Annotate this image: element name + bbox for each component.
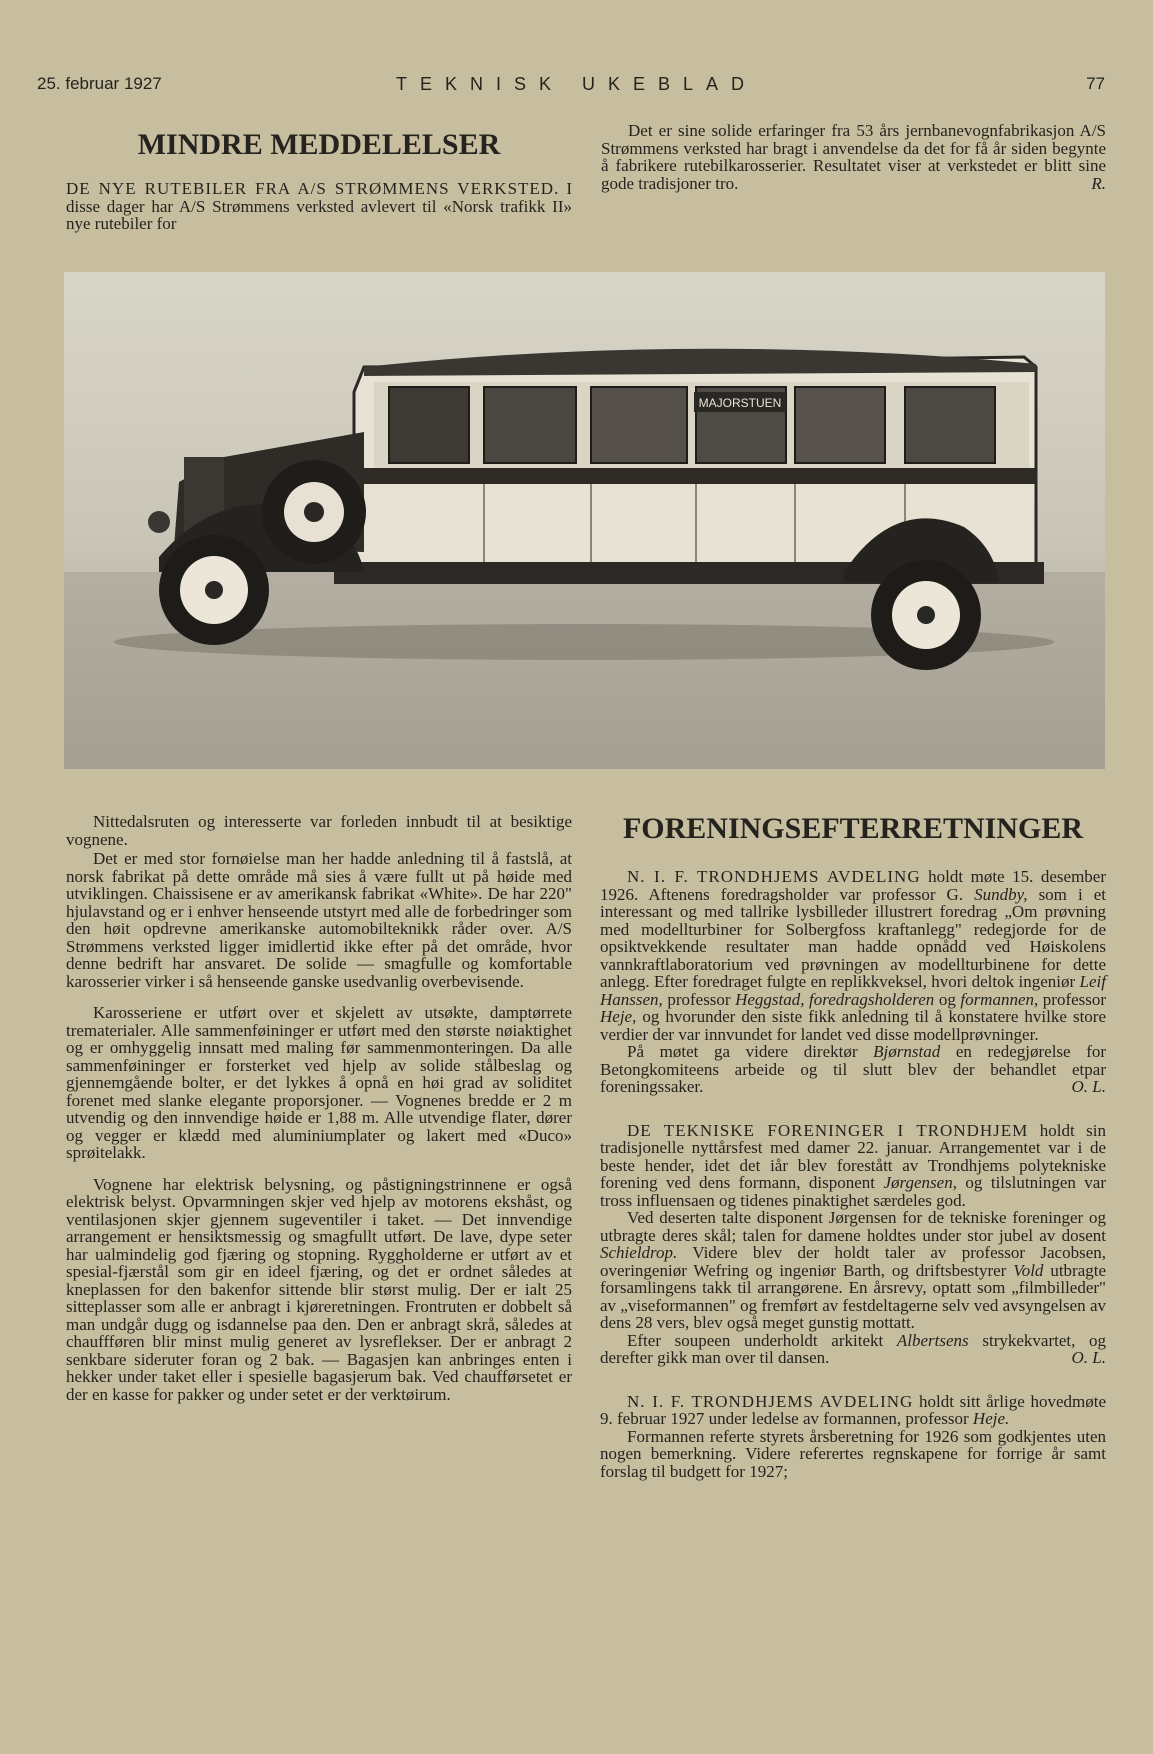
notice-1-text-f: og hvorunder den siste fikk anledning til å konstatere hvilke store verdier der var innvundet for landet ved disse modellprøvninger. <box>600 1007 1106 1044</box>
notice-1-text-e: professor <box>1042 989 1107 1009</box>
paragraph-2: Det er med stor fornøielse man her hadde anledning til å fastslå, at norsk fabrikat på dette område må sies å være fullt ut på høide med utviklingen. Chaissisene er av amerikansk fabrikat «White». De har 220" hjulavstand og er i enhver henseende utstyrt med alle de forbedringer som den høit opdrevne amerikanske automobilteknikk råder over. A/S Strømmens verksted ligger imidlertid ikke efter på det område, hvor denne bedrift har ansvaret. De solide — smagfulle og komfortable karosserier virker i så henseende ganske usedvanlig overbevisende. <box>66 849 572 991</box>
article-intro-text: I disse dager har A/S Strømmens verksted avlevert til «Norsk trafikk II» nye rutebiler for <box>66 179 573 233</box>
notice-1-name-heggstad: Heggstad, foredragsholderen <box>735 989 935 1009</box>
right-top-paragraph <box>601 122 1106 192</box>
right-bottom-column <box>600 812 1106 1480</box>
notice-1-p2-text-b: en redegjørelse for Betongkomiteens arbeide og til slutt blev der behandlet etpar foreningssaker. <box>600 1042 1107 1096</box>
notice-1-name-sundby: Sundby, <box>974 884 1028 904</box>
notice-2-p2-text-c: utbragte forsamlingens takk til arrangørene. En årsrevy, optatt som „filmbilleder" av „viseformannen" og fremført av festdeltagerne selv ved avsyngelsen av dens 28 vers, blev også meget gunstig mottatt. <box>600 1260 1107 1332</box>
notice-1-text-c: professor <box>667 989 731 1009</box>
notice-1-name-hanssen: Leif Hanssen, <box>600 972 1106 1009</box>
notice-2-name-vold: Vold <box>1013 1260 1044 1280</box>
notice-1-paragraph-1 <box>600 868 1106 1043</box>
article-intro <box>66 180 572 233</box>
notice-2-p3-text-a: Efter soupeen underholdt arkitekt <box>627 1330 884 1350</box>
paragraph-4: Vognene har elektrisk belysning, og påstigningstrinnene er også elektrisk belyst. Opvarmningen skjer ved hjelp av motorens ekshåst, og ventilasjonen skjer gjennem sugeventiler i taket. — Det innvendige arrangement er hensiktsmessig og smagfullt utført. De lave, dype seter har ualmindelig god fjæring og stopning. Ryggholderne er utført av et spesial-fjærstål som gir en ideel fjæring, og det er ordnet således at kneplassen for den bakenfor sittende blir størst mulig. Der er ialt 25 sitteplasser som alle er anbragt i kjøreretningen. Frontruten er dobbelt så man undgår dugg og isdannelse paa den. Den er anbragt skrå, således at chauffføren blir minst mulig generet av lysreflekser. Der er anbragt 2 senkbare sideruter foran og 2 bak. — Bagasjen kan anbringes enten i hekker under taket eller i spesielle bagasjerum bak. Ved chaufførsetet er der en kasse for pakker og under setet er der verktøirum. <box>66 1174 572 1404</box>
notice-1-name-formannen: formannen, <box>960 989 1039 1009</box>
notice-1-signature: O. L. <box>1071 1077 1106 1096</box>
left-bottom-column <box>66 813 572 1403</box>
section-title-mindre-meddelelser: MINDRE MEDDELELSER <box>137 128 501 161</box>
page-number: 77 <box>1086 74 1105 93</box>
notice-2-paragraph-1 <box>600 1122 1106 1210</box>
notice-1-paragraph-2 <box>600 1043 1106 1096</box>
right-top-text: Det er sine solide erfaringer fra 53 års jernbanevognfabrikasjon A/S Strømmens verksted har bragt i anvendelse da det for få år siden begynte å fabrikere rutebilkarosserier. Resultatet viser at verkstedet er blitt sine gode tradisjoner tro. <box>601 121 1106 193</box>
left-top-column <box>66 128 572 233</box>
destination-sign: MAJORSTUEN <box>698 396 782 410</box>
notice-3-heading: N. I. F. TRONDHJEMS AVDELING <box>627 1391 914 1411</box>
signature-r: R. <box>1091 173 1106 193</box>
notice-3-paragraph-2: Formannen referte styrets årsberetning for 1926 som godkjentes uten nogen bemerkning. Videre referertes regnskapene for forrige år samt forslag til budgett for 1927; <box>600 1426 1106 1481</box>
notice-3-paragraph-1 <box>600 1393 1106 1428</box>
bus-photograph <box>64 272 1105 769</box>
section-title-foreningsefterretninger: FORENINGSEFTERRETNINGER <box>622 812 1084 845</box>
notice-1-text-b: som i et interessant og med tallrike lysbilleder illustrert foredrag „Om prøvning med modellturbiner for Solbergfoss kraftanlegg" redegjorde for de opsiktvekkende resultater man hadde opnådd ved Høiskolens vannkraftlaboratorium ved prøvningen av modellturbinene for dette anlegg. Efter foredraget fulgte en replikkveksel, hvori deltok ingeniør <box>600 884 1107 991</box>
notice-1-name-bjornstad: Bjørnstad <box>873 1042 941 1061</box>
paragraph-3: Karosseriene er utført over et skjelett av utsøkte, damptørrete trematerialer. Alle sammenføininger er utført med den største nøiaktighet og er omhyggelig innsatt med maling før sammenmonteringen. Da alle sammenføininger er forsterket ved hjelp av solide stålbeslag og gjennemgående bolter, er det lykkes å opnå en høi grad av soliditet forenet med slanke elegante proporsjoner. — Vognenes bredde er 2 m utvendig og den innvendige høide er 1,88 m. Alle utvendige flater, dører og vegger er klædd med aluminiumplater og lakert med «Duco» sprøitelakk. <box>66 1003 572 1162</box>
notice-2-text-a: holdt sin tradisjonelle nyttårsfest med damer 22. januar. Arrangementet var i de beste hender, idet det iår blev forestått av Trondhjems polytekniske forening ved dens formann, disponent <box>600 1120 1106 1192</box>
notice-2-p3-text-b: strykekvartet, og derefter gikk man over til dansen. <box>600 1330 1107 1367</box>
paragraph-1: Nittedalsruten og interesserte var forleden innbudt til at besiktige vognene. <box>66 812 572 849</box>
notice-1-p2-text-a: På møtet ga videre direktør <box>627 1042 858 1061</box>
notice-2-signature: O. L. <box>1071 1348 1106 1367</box>
notice-1-name-heje: Heje, <box>600 1007 637 1026</box>
notice-2-name-albertsens: Albertsens <box>896 1330 969 1350</box>
notice-2-paragraph-2 <box>600 1209 1106 1332</box>
notice-2-text-b: og tilslutningen var tross influensaen og tidenes pinaktighet særdeles god. <box>600 1173 1107 1210</box>
notice-1-text-a: holdt møte 15. desember 1926. Aftenens foredragsholder var professor G. <box>600 867 1107 904</box>
article-title: DE NYE RUTEBILER FRA A/S STRØMMENS VERKSTED. <box>66 179 560 198</box>
notice-2-heading: DE TEKNISKE FORENINGER I TRONDHJEM <box>627 1120 1029 1140</box>
notice-2-name-jorgensen: Jørgensen, <box>883 1173 957 1192</box>
notice-3-text-a: holdt sitt årlige hovedmøte 9. februar 1927 under ledelse av formannen, professor <box>600 1391 1107 1428</box>
right-top-column <box>601 122 1106 192</box>
notice-2-paragraph-3 <box>600 1332 1106 1367</box>
notice-1-text-d: og <box>938 989 956 1009</box>
notice-2-p2-text-a: Ved deserten talte disponent Jørgensen for de tekniske foreninger og utbragte deres skål; talen for damene holdtes under stor jubel av dosent <box>600 1208 1106 1245</box>
notice-1-heading: N. I. F. TRONDHJEMS AVDELING <box>627 867 921 886</box>
notice-2-name-schieldrop: Schieldrop. <box>600 1243 678 1262</box>
notice-2-p2-text-b: Videre blev der holdt taler av professor Jacobsen, overingeniør Wefring og ingeniør Barth, og driftsbestyrer <box>600 1243 1106 1280</box>
journal-title: TEKNISK UKEBLAD <box>395 74 758 94</box>
issue-date: 25. februar 1927 <box>37 74 162 93</box>
notice-3-name-heje: Heje. <box>972 1409 1010 1428</box>
